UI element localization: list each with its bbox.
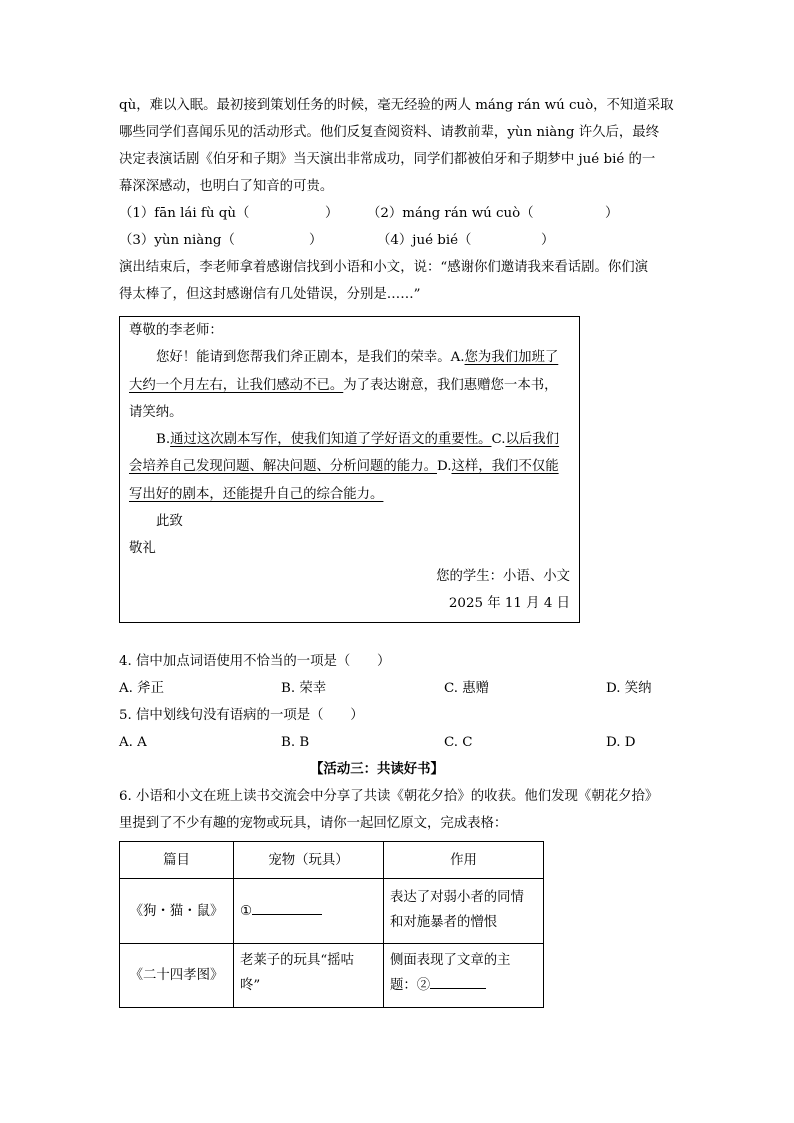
q5-option-a[interactable]: A. A: [119, 735, 147, 750]
q5-option-d[interactable]: D. D: [606, 735, 636, 750]
answer-marker-2: 题：②: [390, 978, 431, 993]
header-effect: 作用: [384, 842, 544, 879]
passage-line-2: 哪些同学们喜闻乐见的活动形式。他们反复查阅资料、请教前辈，yùn niàng 许久后，最终: [119, 125, 660, 140]
passage-line-3: 决定表演话剧《伯牙和子期》当天演出非常成功，同学们都被伯牙和子期梦中 jué bié 的一: [119, 152, 656, 167]
row1-effect-line2: 和对施暴者的憎恨: [390, 915, 498, 930]
letter-para1-line3: 请笑纳。: [129, 404, 183, 420]
label-d: D.: [436, 459, 452, 475]
q5-option-c[interactable]: C. C: [444, 735, 473, 750]
pinyin-item-1: （1）fān lái fù qù（: [119, 206, 250, 221]
letter-text: 为了表达谢意，我们惠赠您一本书，: [343, 377, 558, 393]
row2-effect-line2: [390, 973, 537, 998]
passage-line-1: qù，难以入眠。最初接到策划任务的时候，毫无经验的两人 máng rán wú cuò，不知道采取: [119, 98, 674, 113]
answer-blank-1[interactable]: [252, 900, 322, 915]
thank-you-letter: [119, 316, 580, 623]
pinyin-item-2: （2）máng rán wú cuò（: [367, 206, 534, 221]
header-title: 篇目: [120, 842, 234, 879]
pinyin-item-4: （4）jué bié（: [377, 233, 472, 248]
letter-closing-2: 敬礼: [129, 541, 156, 557]
row1-effect: [384, 879, 544, 944]
q4-option-d[interactable]: D. 笑纳: [606, 681, 652, 696]
letter-signature: 您的学生：小语、小文: [436, 568, 570, 584]
underlined-sentence-d: 这样，我们不仅能: [451, 459, 559, 475]
q4-option-a[interactable]: A. 斧正: [119, 681, 164, 696]
pinyin-row-2: [119, 227, 679, 254]
letter-para2-line3: [129, 481, 579, 508]
activity3-heading: 【活动三：共读好书】: [310, 761, 444, 777]
q4-option-b[interactable]: B. 荣幸: [281, 681, 327, 696]
underlined-sentence-c: 以后我们: [505, 432, 560, 448]
underlined-sentence-d-cont: 写出好的剧本，还能提升自己的综合能力。: [129, 486, 384, 502]
q6-line-1: 6. 小语和小文在班上读书交流会中分享了共读《朝花夕拾》的收获。他们发现《朝花夕拾》: [119, 789, 659, 804]
row2-pet: [234, 944, 384, 1008]
letter-salutation: 尊敬的李老师：: [129, 323, 223, 338]
letter-para2-line1: [129, 426, 579, 453]
reading-table: [119, 841, 544, 1008]
row2-pet-line2: 咚”: [240, 978, 261, 993]
pinyin-item-2-close: ）: [605, 206, 619, 221]
letter-closing-1: 此致: [156, 514, 183, 530]
answer-marker-1: ①: [240, 903, 253, 919]
row2-title: 《二十四孝图》: [120, 944, 234, 1008]
underlined-sentence-a-cont: 大约一个月左右，让我们感动不已。: [129, 377, 344, 393]
label-b: B.: [156, 432, 171, 448]
letter-para1-line2: [129, 372, 579, 399]
q4-stem: 4. 信中加点词语使用不恰当的一项是（ ）: [119, 654, 391, 669]
row1-pet: [234, 879, 384, 944]
underlined-sentence-a: 您为我们加班了: [464, 350, 559, 366]
questions-block: [119, 648, 679, 837]
table-header-row: [120, 842, 544, 879]
q5-stem: 5. 信中划线句没有语病的一项是（ ）: [119, 708, 364, 723]
table-row: [120, 879, 544, 944]
row1-effect-line1: 表达了对弱小者的同情: [390, 890, 524, 905]
q5-option-b[interactable]: B. B: [281, 735, 310, 750]
q4-options: [119, 675, 679, 702]
letter-para2-line2: [129, 453, 579, 480]
document-page: [119, 92, 679, 993]
q5-options: [119, 729, 679, 756]
after-show-line-2: 得太棒了，但这封感谢信有几处错误，分别是……”: [119, 287, 421, 302]
pinyin-item-4-close: ）: [541, 233, 555, 248]
letter-date: 2025 年 11 月 4 日: [448, 595, 570, 611]
pinyin-item-1-close: ）: [325, 206, 339, 221]
answer-blank-2[interactable]: [430, 974, 486, 989]
letter-para1-line1: [129, 344, 579, 371]
header-pet: 宠物（玩具）: [234, 842, 384, 879]
passage-line-4: 幕深深感动，也明白了知音的可贵。: [119, 179, 334, 194]
q4-option-c[interactable]: C. 惠赠: [444, 681, 490, 696]
pinyin-row-1: [119, 200, 679, 227]
row2-effect: [384, 944, 544, 1008]
pinyin-item-3: （3）yùn niàng（: [119, 233, 235, 248]
underlined-sentence-b: 通过这次剧本写作，使我们知道了学好语文的重要性。: [170, 432, 492, 448]
row2-pet-line1: 老莱子的玩具“摇咕: [240, 953, 354, 968]
row2-effect-line1: 侧面表现了文章的主: [390, 953, 511, 968]
letter-text: 您好！能请到您帮我们斧正剧本，是我们的荣幸。A.: [156, 350, 465, 366]
row1-title: 《狗・猫・鼠》: [120, 879, 234, 944]
underlined-sentence-c-cont: 会培养自己发现问题、解决问题、分析问题的能力。: [129, 459, 437, 475]
pinyin-item-3-close: ）: [309, 233, 323, 248]
after-show-line-1: 演出结束后，李老师拿着感谢信找到小语和小文，说：“感谢你们邀请我来看话剧。你们演: [119, 260, 649, 275]
table-row: [120, 944, 544, 1008]
q6-line-2: 里提到了不少有趣的宠物或玩具，请你一起回忆原文，完成表格：: [119, 816, 508, 831]
label-c: C.: [491, 432, 506, 448]
